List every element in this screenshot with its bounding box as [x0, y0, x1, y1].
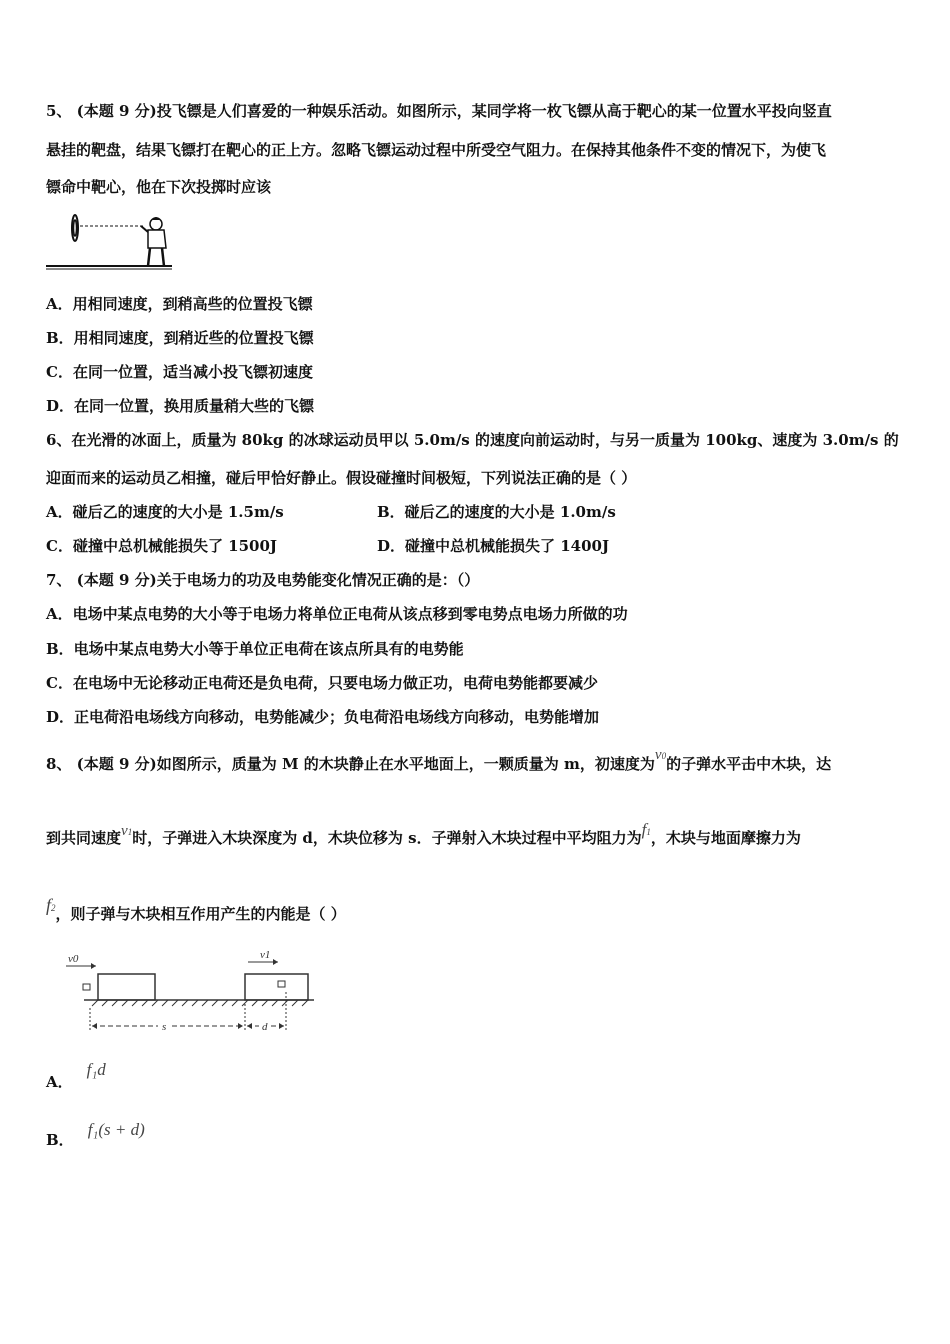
q6-line2: 迎面而来的运动员乙相撞，碰后甲恰好静止。假设碰撞时间极短，下列说法正确的是（ ）: [46, 469, 637, 487]
q6-option-c: C．碰撞中总机械能损失了 1500J: [46, 537, 278, 555]
q8-option-b: B．f₁(s + d): [46, 1120, 145, 1149]
option-b-formula: f₁(s + d): [87, 1120, 145, 1139]
q8-line2: 到共同速度v1时，子弹进入木块深度为 d，木块位移为 s．子弹射入木块过程中平均阻力为f1，木块与地面摩擦力为: [46, 820, 801, 847]
q8-line3: f2，则子弹与木块相互作用产生的内能是（ ）: [46, 895, 346, 923]
q6-option-a: A．碰后乙的速度的大小是 1.5m/s: [46, 503, 284, 521]
q7-line1: 7、 (本题 9 分)关于电场力的功及电势能变化情况正确的是：（）: [46, 571, 480, 589]
q5-option: A．用相同速度，到稍高些的位置投飞镖: [46, 295, 313, 313]
label-v1: v1: [260, 949, 271, 961]
bullet-final: [278, 981, 285, 987]
q7-option: A．电场中某点电势的大小等于电场力将单位正电荷从该点移到零电势点电场力所做的功: [46, 605, 628, 623]
q5-line3: 镖命中靶心，他在下次投掷时应该: [46, 178, 272, 196]
label-v0: v0: [68, 953, 79, 965]
symbol-v0: v0: [654, 747, 667, 763]
block-initial: [98, 974, 155, 1000]
dart-throwing-figure: [44, 208, 174, 272]
label-d: d: [262, 1021, 268, 1033]
bullet-block-figure: [58, 948, 320, 1040]
symbol-f1: f1: [641, 820, 651, 839]
q6-option-b: B．碰后乙的速度的大小是 1.0m/s: [377, 503, 616, 521]
bullet-initial: [83, 984, 90, 990]
block-final: [245, 974, 308, 1000]
label-s: s: [162, 1021, 167, 1033]
symbol-f2: f2: [46, 895, 56, 915]
q8-option-a: A．f₁d: [46, 1060, 106, 1091]
q8-line1: 8、 (本题 9 分)如图所示，质量为 M 的木块静止在水平地面上，一颗质量为 m，初速度为v0的子弹水平击中木块，达: [46, 747, 832, 773]
option-a-formula: f₁d: [86, 1060, 106, 1079]
q6-line1: 6、在光滑的冰面上，质量为 80kg 的冰球运动员甲以 5.0m/s 的速度向前运动时，与另一质量为 100kg、速度为 3.0m/s 的: [46, 431, 899, 449]
q5-option: B．用相同速度，到稍近些的位置投飞镖: [46, 329, 314, 347]
q5-line2: 悬挂的靶盘，结果飞镖打在靶心的正上方。忽略飞镖运动过程中所受空气阻力。在保持其他条件不变的情况下，为使飞: [46, 141, 827, 159]
q5-line1: 5、 (本题 9 分)投飞镖是人们喜爱的一种娱乐活动。如图所示，某同学将一枚飞镖从高于靶心的某一位置水平投向竖直: [46, 102, 832, 120]
q5-option: D．在同一位置，换用质量稍大些的飞镖: [46, 397, 315, 415]
q6-option-d: D．碰撞中总机械能损失了 1400J: [377, 537, 610, 555]
q7-option: D．正电荷沿电场线方向移动，电势能减少；负电荷沿电场线方向移动，电势能增加: [46, 708, 600, 726]
symbol-v1: v1: [121, 823, 133, 839]
q5-option: C．在同一位置，适当减小投飞镖初速度: [46, 363, 313, 381]
q7-option: B．电场中某点电势大小等于单位正电荷在该点所具有的电势能: [46, 640, 464, 658]
q7-option: C．在电场中无论移动正电荷还是负电荷，只要电场力做正功，电荷电势能都要减少: [46, 674, 598, 692]
